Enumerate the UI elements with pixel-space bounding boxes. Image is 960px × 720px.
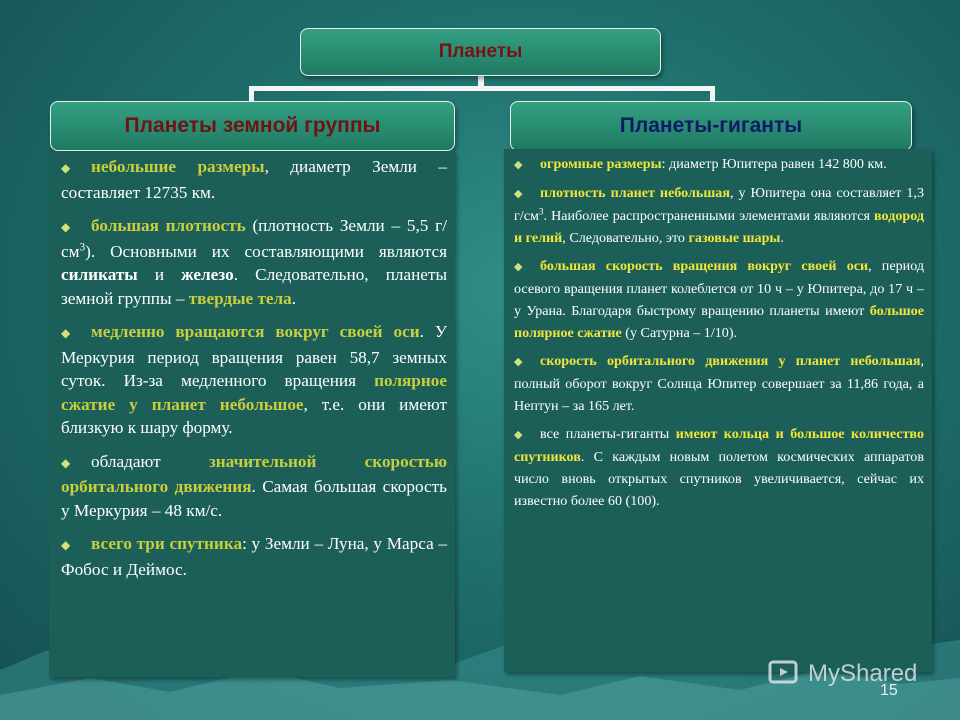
diamond-bullet-icon: ◆ (61, 455, 71, 470)
terrestrial-heading-text: Планеты земной группы (124, 114, 381, 137)
item-text: . Следовательно, планеты земной группы – (61, 265, 447, 308)
highlight: газовые шары (688, 230, 781, 246)
giant-planets-panel (504, 149, 932, 672)
list-item (514, 423, 924, 512)
diamond-bullet-icon: ◆ (61, 538, 71, 552)
item-text: (у Сатурна – 1/10). (621, 325, 738, 341)
item-text: . С каждым новым полетом космических аппаратов число вновь открытых спутников увеличивается, сейчас их известно более 60 (100). (514, 449, 924, 509)
highlight: имеют кольца и большое количество спутников (514, 426, 924, 465)
highlight: твердые тела (188, 288, 292, 308)
highlight: большая плотность (91, 216, 246, 235)
item-text: , т.е. они имеют близкую к шару форму. (61, 394, 447, 437)
diagram-title (300, 28, 661, 76)
diamond-bullet-icon: ◆ (61, 220, 71, 234)
diamond-bullet-icon: ◆ (514, 429, 523, 441)
item-text: . У Меркурия период вращения равен 58,7 земных суток. Из-за медленного вращения (61, 322, 448, 390)
highlight: всего три спутника (91, 534, 243, 553)
page-number: 15 (880, 682, 898, 699)
highlight: скорость орбитального движения у планет небольшая (540, 353, 921, 369)
item-text: , полный оборот вокруг Солнца Юпитер совершает за 11,86 года, а Нептун – за 165 лет. (514, 353, 924, 414)
diamond-bullet-icon: ◆ (61, 326, 71, 340)
highlight: большая скорость вращения вокруг своей оси (540, 258, 869, 274)
highlight: медленно вращаются вокруг своей оси (91, 322, 420, 341)
diamond-bullet-icon: ◆ (514, 356, 523, 368)
watermark (768, 656, 948, 692)
superscript: 3 (79, 240, 86, 253)
item-text: все планеты-гиганты (540, 426, 676, 442)
list-item (61, 320, 447, 440)
highlight: большое полярное сжатие (514, 303, 924, 341)
highlight: значительной скоростью орбитального движения (61, 451, 447, 496)
item-text: . (291, 288, 297, 308)
highlight: огромные размеры (540, 156, 662, 172)
item-text: . Наиболее распространенными элементами являются (543, 208, 875, 224)
item-text: : у Земли – Луна, у Марса – Фобос и Деймос. (61, 534, 447, 579)
watermark-text: MyShared (808, 660, 918, 687)
item-text: . Самая большая скорость у Меркурия – 48 км/с. (61, 477, 447, 520)
giant-heading-text: Планеты-гиганты (619, 114, 803, 137)
list-item (61, 214, 447, 310)
highlight: водород и гелий (514, 208, 924, 246)
terrestrial-planets-panel (49, 151, 455, 677)
bold-term: железо (181, 265, 234, 284)
diamond-bullet-icon: ◆ (61, 161, 71, 175)
diamond-bullet-icon: ◆ (514, 188, 523, 200)
terrestrial-planets-heading (50, 101, 455, 151)
item-text: . (780, 230, 784, 246)
list-item (514, 255, 924, 344)
item-text: , период осевого вращения планет колеблется от 10 ч – у Юпитера, до 17 ч – у Урана. Благодаря быстрому вращению планеты имеют (514, 258, 925, 319)
connector-left-drop (249, 86, 254, 102)
bold-term: силикаты (61, 265, 138, 284)
slideshow-logo-icon (768, 659, 802, 689)
highlight: небольшие размеры (91, 157, 265, 176)
connector-horizontal (249, 86, 715, 91)
item-text: обладают (91, 451, 209, 471)
list-item (514, 153, 924, 176)
diamond-bullet-icon: ◆ (514, 261, 523, 273)
list-item (61, 450, 447, 523)
highlight: полярное сжатие у планет небольшое (61, 371, 447, 414)
list-item (514, 182, 924, 249)
connector-right-drop (710, 86, 715, 102)
highlight: плотность планет небольшая (540, 185, 730, 201)
item-text: ). Основными их составляющими являются (85, 241, 447, 261)
item-text: (плотность Земли – 5,5 г/см (61, 216, 447, 261)
superscript: 3 (538, 206, 544, 217)
list-item (514, 350, 924, 417)
item-text: , Следовательно, это (562, 230, 689, 246)
item-text: : диаметр Юпитера равен 142 800 км. (661, 156, 887, 172)
item-text: , диаметр Земли –составляет 12735 км. (61, 157, 447, 202)
list-item (61, 532, 447, 581)
item-text: , у Юпитера она составляет 1,3 г/см (514, 185, 924, 224)
item-text: и (137, 265, 182, 284)
list-item (61, 155, 447, 204)
diamond-bullet-icon: ◆ (514, 159, 523, 171)
giant-planets-heading (510, 101, 912, 151)
diagram-title-text: Планеты (438, 41, 523, 62)
